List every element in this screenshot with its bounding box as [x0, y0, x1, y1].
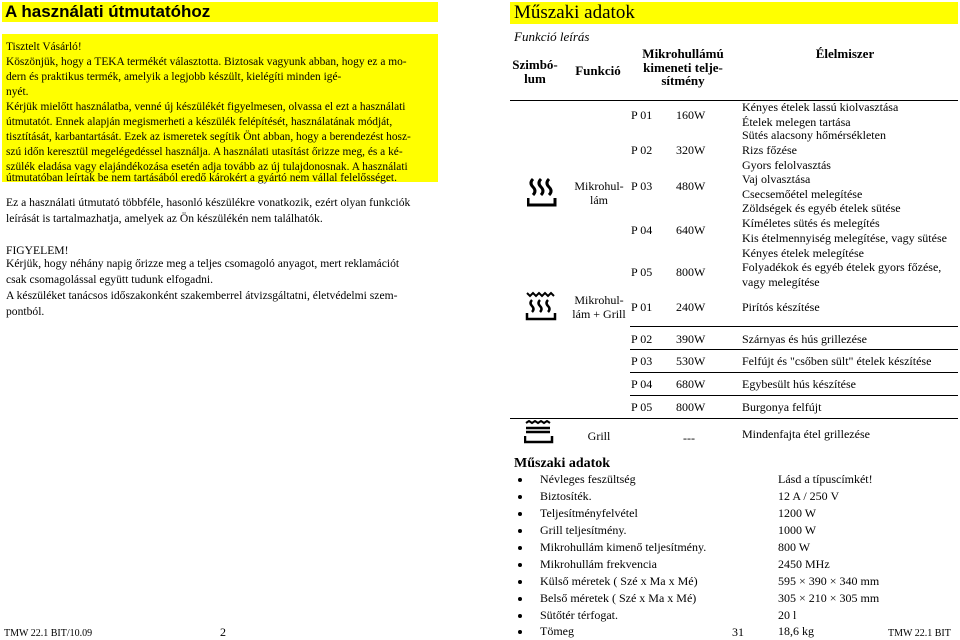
footer-model-right: TMW 22.1 BIT [888, 628, 951, 639]
spec-label: Belső méretek ( Szé x Ma x Mé) [540, 591, 697, 605]
food-line: Kényes ételek melegítése [742, 246, 864, 260]
power-value: 160W [676, 108, 706, 122]
food-line: Folyadékok és egyéb ételek gyors főzése, [742, 260, 942, 274]
power-value: 800W [676, 265, 706, 279]
program-code: P 01 [631, 300, 653, 314]
intro-line: szülék eladása vagy elajándékozása esetén adja tovább az új tulajdonosnak. A használati [6, 161, 408, 173]
program-code: P 01 [631, 108, 653, 122]
food-line: Gyors felolvasztás [742, 158, 831, 172]
food-line: Burgonya felfújt [742, 400, 822, 414]
function-description-title: Funkció leírás [514, 29, 590, 44]
page-number-left: 2 [220, 625, 226, 639]
intro-box [2, 34, 438, 182]
power-value: 680W [676, 377, 706, 391]
grill-icon [524, 420, 554, 444]
food-line: Egybesült hús készítése [742, 377, 856, 391]
spec-label: Tömeg [540, 624, 574, 638]
spec-value: 800 W [778, 540, 811, 554]
row-divider [630, 372, 958, 373]
column-header-power: Mikrohullámú kimeneti telje- sítmény [642, 46, 724, 88]
body-line: csak csomagolással együtt tudunk elfogadni. [6, 273, 214, 286]
bullet-icon [518, 546, 522, 550]
program-code: P 04 [631, 377, 653, 391]
body-text [2, 195, 442, 325]
body-line: leírását is tartalmazhatja, amelyek az Ön készülékén nem találhatók. [6, 212, 323, 225]
spec-value: 2450 MHz [778, 557, 830, 571]
column-header-symbol: Szimbó- lum [512, 57, 558, 86]
spec-label: Külső méretek ( Szé x Ma x Mé) [540, 574, 698, 588]
page-number-right: 31 [732, 625, 744, 639]
food-line: Csecsemőétel melegítése [742, 187, 863, 201]
food-line: vagy melegítése [742, 275, 820, 289]
warning-heading: FIGYELEM! [6, 244, 69, 257]
spec-label: Mikrohullám kimenő teljesítmény. [540, 540, 707, 554]
microwave-grill-icon [524, 291, 558, 321]
intro-line: Kérjük mielőtt használatba, venné új készülékét figyelmesen, olvassa el ezt a használati [6, 101, 406, 113]
power-value: 640W [676, 223, 706, 237]
left-page-title: A használati útmutatóhoz [2, 2, 438, 22]
spec-value: 595 × 390 × 340 mm [778, 574, 880, 588]
intro-line: dern és praktikus termék, amelyik a legjobb készült, kielégíti minden igé- [6, 71, 342, 83]
intro-line: útmutatót. Ennek alapján megismerheti a készülék felépítését, használatának módját, [6, 116, 393, 128]
food-line: Kis ételmennyiség melegítése, vagy sütése [742, 231, 947, 245]
spec-label: Névleges feszültség [540, 472, 636, 486]
intro-line: Tisztelt Vásárló! [6, 41, 82, 53]
column-header-function: Funkció [575, 63, 621, 78]
function-microwave: Mikrohul- lám [574, 179, 624, 207]
food-line: Szárnyas és hús grillezése [742, 332, 867, 346]
spec-label: Mikrohullám frekvencia [540, 557, 657, 571]
microwave-waves-icon [527, 176, 557, 208]
bullet-icon [518, 529, 522, 533]
food-line: Vaj olvasztása [742, 172, 811, 186]
power-value: 480W [676, 179, 706, 193]
spec-value: 20 l [778, 608, 797, 622]
program-code: P 02 [631, 332, 653, 346]
body-line: A készüléket tanácsos időszakonként szakemberrel átvizsgáltatni, életvédelmi szem- [6, 289, 398, 302]
bullet-icon [518, 597, 522, 601]
intro-line: útmutatóban leírtak be nem tartásából eredő károkért a gyártó nem vállal felelősséget. [6, 172, 397, 184]
body-line: Kérjük, hogy néhány napig őrizze meg a teljes csomagoló anyagot, mert reklamációt [6, 257, 400, 270]
bullet-icon [518, 512, 522, 516]
spec-value: 18,6 kg [778, 624, 814, 638]
spec-label: Sütőtér térfogat. [540, 608, 618, 622]
program-code: P 05 [631, 400, 653, 414]
food-line: Ételek melegen tartása [742, 115, 851, 129]
row-divider [510, 418, 958, 419]
power-value: 530W [676, 354, 706, 368]
body-line: Ez a használati útmutató többféle, hasonló készülékre vonatkozik, ezért olyan funkciók [6, 196, 411, 209]
food-line: Kényes ételek lassú kiolvasztása [742, 100, 899, 114]
right-page-title: Műszaki adatok [510, 2, 958, 24]
program-code: P 03 [631, 179, 653, 193]
function-grill: Grill [587, 429, 611, 443]
food-line: Zöldségek és egyéb ételek sütése [742, 201, 901, 215]
row-divider [630, 395, 958, 396]
footer-model-left: TMW 22.1 BIT/10.09 [4, 628, 93, 639]
spec-value: 305 × 210 × 305 mm [778, 591, 880, 605]
intro-line: nyét. [6, 86, 29, 98]
spec-value: 1200 W [778, 506, 817, 520]
spec-value: 1000 W [778, 523, 817, 537]
food-line: Sütés alacsony hőmérsékleten [742, 128, 886, 142]
program-code: P 03 [631, 354, 653, 368]
program-code: P 02 [631, 143, 653, 157]
bullet-icon [518, 614, 522, 618]
food-line: Pirítós készítése [742, 300, 820, 314]
food-line: Rizs főzése [742, 143, 797, 157]
spec-value: 12 A / 250 V [778, 489, 840, 503]
row-divider [630, 349, 958, 350]
spec-value: Lásd a típuscímkét! [778, 472, 873, 486]
intro-line: tisztítását, karbantartását. Ezek az ismeretek segítik Önt abban, hogy a berendezést hosz- [6, 131, 411, 143]
program-code: P 05 [631, 265, 653, 279]
food-line: Mindenfajta étel grillezése [742, 427, 870, 441]
intro-line: Köszönjük, hogy a TEKA termékét választotta. Biztosak vagyunk abban, hogy ez a mo- [6, 56, 407, 68]
power-value: --- [683, 431, 695, 445]
power-value: 240W [676, 300, 706, 314]
program-code: P 04 [631, 223, 653, 237]
bullet-icon [518, 563, 522, 567]
column-header-food: Élelmiszer [815, 46, 875, 61]
bullet-icon [518, 580, 522, 584]
spec-label: Grill teljesítmény. [540, 523, 627, 537]
power-value: 320W [676, 143, 706, 157]
function-microwave-grill: Mikrohul- lám + Grill [572, 293, 626, 321]
food-line: Kíméletes sütés és melegítés [742, 216, 880, 230]
spec-label: Teljesítményfelvétel [540, 506, 638, 520]
power-value: 800W [676, 400, 706, 414]
bullet-icon [518, 630, 522, 634]
row-divider [630, 326, 958, 327]
body-line: pontból. [6, 305, 45, 318]
spec-label: Biztosíték. [540, 489, 592, 503]
bullet-icon [518, 495, 522, 499]
bullet-icon [518, 478, 522, 482]
intro-line: szú időn keresztül megelégedéssel használja. A használati utasítást őrizze meg, és a ké- [6, 146, 403, 158]
food-line: Felfújt és "csőben sült" ételek készítése [742, 354, 932, 368]
spec-title: Műszaki adatok [514, 456, 611, 471]
power-value: 390W [676, 332, 706, 346]
